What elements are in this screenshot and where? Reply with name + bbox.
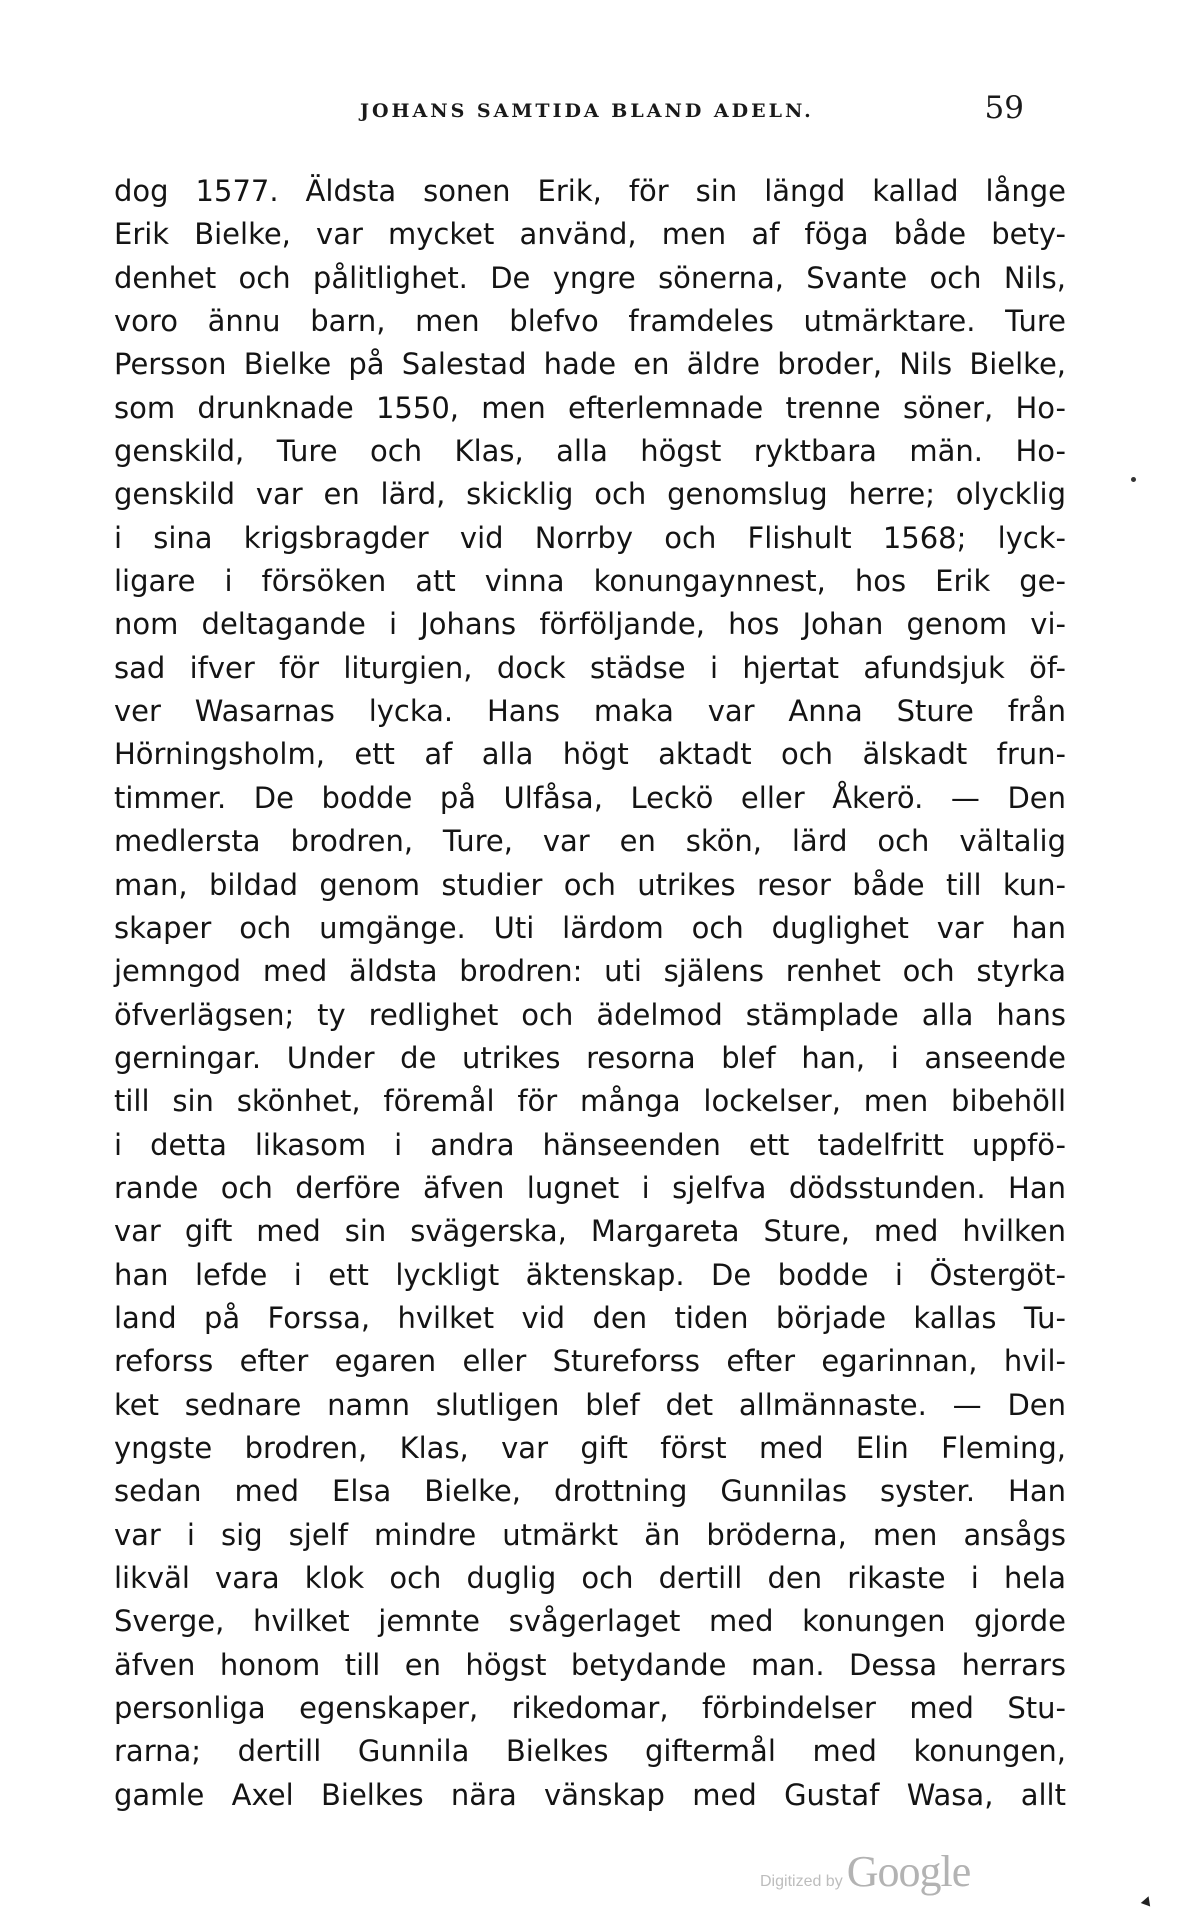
digitization-watermark xyxy=(760,1846,970,1906)
text-line: som drunknade 1550, men efterlemnade trenne söner, Ho- xyxy=(114,390,1066,425)
page-number: 59 xyxy=(984,90,1024,126)
text-line: sedan med Elsa Bielke, drottning Gunnilas syster. Han xyxy=(114,1474,1066,1509)
margin-speck xyxy=(1131,477,1136,482)
text-line: Hörningsholm, ett af alla högt aktadt och älskadt frun- xyxy=(114,737,1066,772)
page-header xyxy=(114,90,1024,136)
text-line: gerningar. Under de utrikes resorna blef han, i anseende xyxy=(114,1040,1066,1075)
text-line: var i sig sjelf mindre utmärkt än bröderna, men ansågs xyxy=(114,1517,1066,1552)
text-line: likväl vara klok och duglig och dertill den rikaste i hela xyxy=(114,1561,1066,1595)
text-line: i detta likasom i andra hänseenden ett tadelfritt uppfö- xyxy=(114,1127,1066,1162)
text-line: medlersta brodren, Ture, var en skön, lärd och vältalig xyxy=(114,824,1066,859)
digitized-by-label: Digitized by xyxy=(760,1873,843,1890)
text-line: rarna; dertill Gunnila Bielkes giftermål med konungen, xyxy=(114,1734,1066,1769)
text-line: ver Wasarnas lycka. Hans maka var Anna Sture från xyxy=(114,694,1066,729)
text-line: äfven honom till en högst betydande man. Dessa herrars xyxy=(114,1647,1066,1682)
text-line: genskild var en lärd, skicklig och genomslug herre; olycklig xyxy=(114,477,1066,512)
text-line: öfverlägsen; ty redlighet och ädelmod stämplade alla hans xyxy=(114,997,1066,1032)
text-line: i sina krigsbragder vid Norrby och Flishult 1568; lyck- xyxy=(114,520,1066,555)
text-line: Sverge, hvilket jemnte svågerlaget med konungen gjorde xyxy=(114,1604,1066,1639)
text-line: dog 1577. Äldsta sonen Erik, för sin längd kallad långe xyxy=(114,174,1066,208)
text-line: land på Forssa, hvilket vid den tiden började kallas Tu- xyxy=(114,1300,1066,1335)
text-line: Persson Bielke på Salestad hade en äldre broder, Nils Bielke, xyxy=(114,347,1066,382)
text-line: man, bildad genom studier och utrikes resor både till kun- xyxy=(114,867,1066,902)
body-text xyxy=(114,170,1066,1817)
text-line: var gift med sin svägerska, Margareta Sture, med hvilken xyxy=(114,1214,1066,1249)
text-line: reforss efter egaren eller Stureforss efter egarinnan, hvil- xyxy=(114,1344,1066,1379)
text-line: sad ifver för liturgien, dock städse i hjertat afundsjuk öf- xyxy=(114,650,1066,685)
text-line: personliga egenskaper, rikedomar, förbindelser med Stu- xyxy=(114,1691,1066,1726)
text-line: Erik Bielke, var mycket använd, men af föga både bety- xyxy=(114,217,1066,252)
text-line: denhet och pålitlighet. De yngre sönerna, Svante och Nils, xyxy=(114,260,1066,295)
text-line: genskild, Ture och Klas, alla högst ryktbara män. Ho- xyxy=(114,434,1066,469)
text-line: gamle Axel Bielkes nära vänskap med Gustaf Wasa, allt xyxy=(114,1777,1066,1812)
text-line: skaper och umgänge. Uti lärdom och duglighet var han xyxy=(114,910,1066,945)
text-line: rande och derföre äfven lugnet i sjelfva dödsstunden. Han xyxy=(114,1170,1066,1205)
google-logo-text: Google xyxy=(846,1847,971,1896)
text-line: jemngod med äldsta brodren: uti själens renhet och styrka xyxy=(114,954,1066,989)
text-line: nom deltagande i Johans förföljande, hos Johan genom vi- xyxy=(114,607,1066,642)
text-line: ligare i försöken att vinna konungaynnest, hos Erik ge- xyxy=(114,564,1066,599)
running-head: JOHANS SAMTIDA BLAND ADELN. xyxy=(360,100,814,122)
corner-mark-icon xyxy=(1141,1895,1153,1907)
text-line: yngste brodren, Klas, var gift först med Elin Fleming, xyxy=(114,1430,1066,1465)
text-line: till sin skönhet, föremål för många lockelser, men bibehöll xyxy=(114,1084,1066,1119)
text-line: han lefde i ett lyckligt äktenskap. De bodde i Östergöt- xyxy=(114,1257,1066,1292)
text-line: ket sednare namn slutligen blef det allmännaste. — Den xyxy=(114,1387,1066,1422)
text-line: timmer. De bodde på Ulfåsa, Leckö eller Åkerö. — Den xyxy=(114,780,1066,815)
text-line: voro ännu barn, men blefvo framdeles utmärktare. Ture xyxy=(114,304,1066,339)
